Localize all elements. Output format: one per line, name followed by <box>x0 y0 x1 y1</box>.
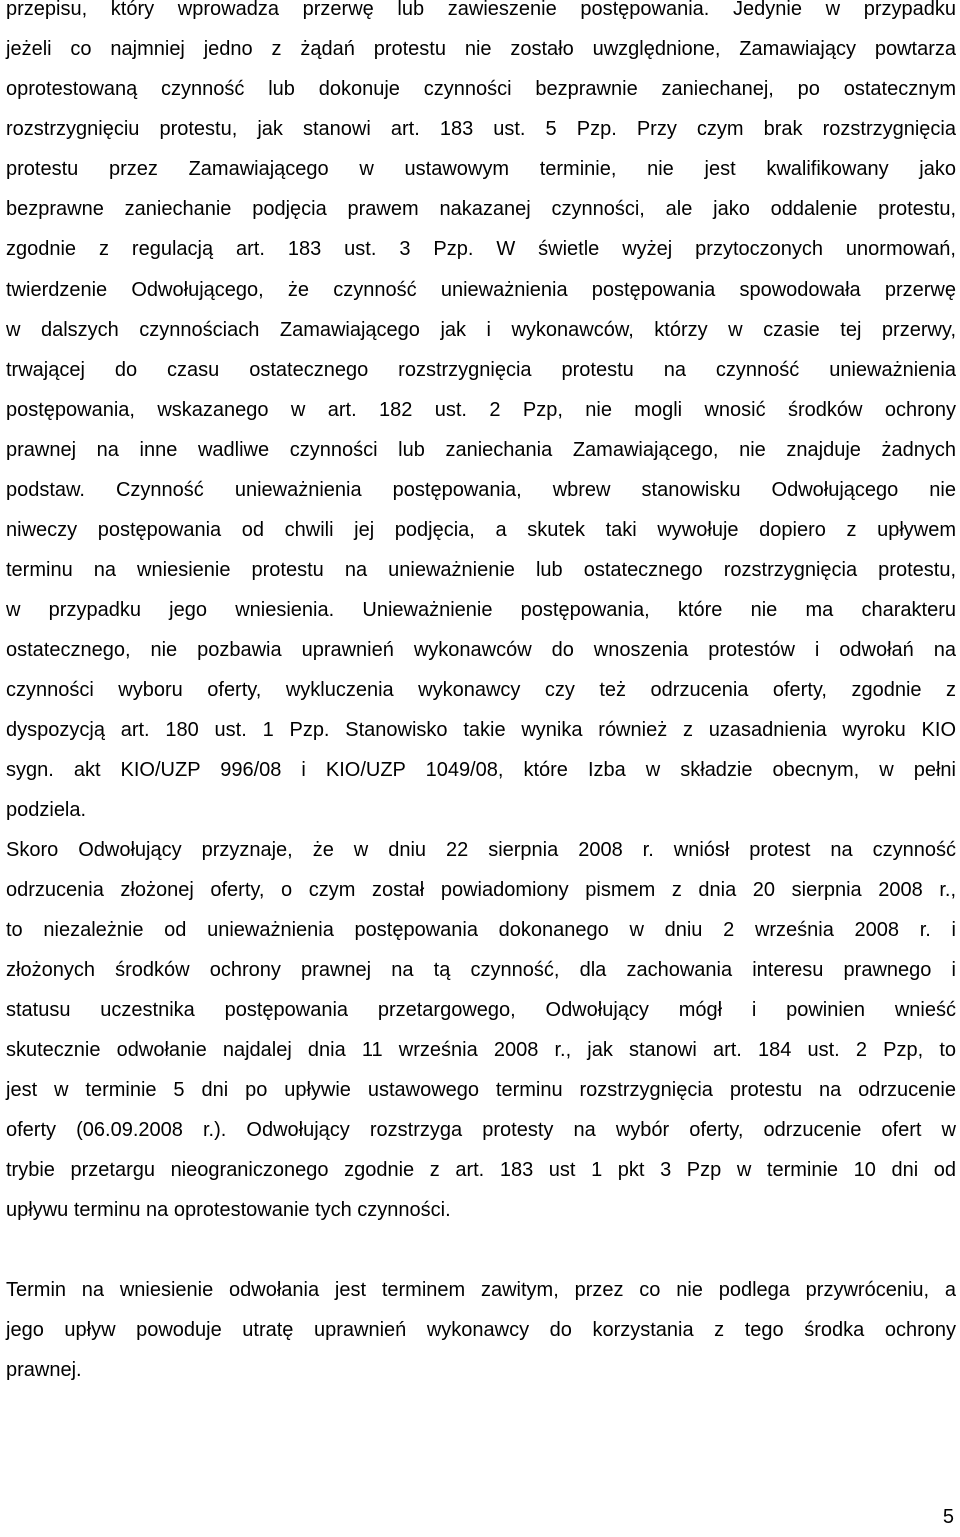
text-line: rozstrzygnięciu protestu, jak stanowi art. 183 ust. 5 Pzp. Przy czym brak rozstrzygnięcia <box>6 118 956 140</box>
text-line: upływu terminu na oprotestowanie tych czynności. <box>6 1199 451 1221</box>
text-line: jeżeli co najmniej jedno z żądań protestu nie zostało uwzględnione, Zamawiający powtarza <box>6 38 956 60</box>
text-line: podstaw. Czynność unieważnienia postępowania, wbrew stanowisku Odwołującego nie <box>6 479 956 501</box>
text-line: złożonych środków ochrony prawnej na tą czynność, dla zachowania interesu prawnego i <box>6 959 956 981</box>
text-line: w przypadku jego wniesienia. Unieważnienie postępowania, które nie ma charakteru <box>6 599 956 621</box>
text-line: niweczy postępowania od chwili jej podjęcia, a skutek taki wywołuje dopiero z upływem <box>6 519 956 541</box>
text-line: oferty (06.09.2008 r.). Odwołujący rozstrzyga protesty na wybór oferty, odrzucenie ofert w <box>6 1119 956 1141</box>
text-line: jest w terminie 5 dni po upływie ustawowego terminu rozstrzygnięcia protestu na odrzucenie <box>6 1079 956 1101</box>
text-line: oprotestowaną czynność lub dokonuje czynności bezprawnie zaniechanej, po ostatecznym <box>6 78 956 100</box>
text-line: skutecznie odwołanie najdalej dnia 11 września 2008 r., jak stanowi art. 184 ust. 2 Pzp, to <box>6 1039 956 1061</box>
text-line: przepisu, który wprowadza przerwę lub zawieszenie postępowania. Jedynie w przypadku <box>6 0 956 20</box>
text-line: trwającej do czasu ostatecznego rozstrzygnięcia protestu na czynność unieważnienia <box>6 359 956 381</box>
text-line: to niezależnie od unieważnienia postępowania dokonanego w dniu 2 września 2008 r. i <box>6 919 956 941</box>
text-line: dyspozycją art. 180 ust. 1 Pzp. Stanowisko takie wynika również z uzasadnienia wyroku KIO <box>6 719 956 741</box>
text-line: twierdzenie Odwołującego, że czynność unieważnienia postępowania spowodowała przerwę <box>6 279 956 301</box>
text-line: protestu przez Zamawiającego w ustawowym terminie, nie jest kwalifikowany jako <box>6 158 956 180</box>
text-line: jego upływ powoduje utratę uprawnień wykonawcy do korzystania z tego środka ochrony <box>6 1319 956 1341</box>
text-line: ostatecznego, nie pozbawia uprawnień wykonawców do wnoszenia protestów i odwołań na <box>6 639 956 661</box>
text-line: postępowania, wskazanego w art. 182 ust. 2 Pzp, nie mogli wnosić środków ochrony <box>6 399 956 421</box>
text-line: trybie przetargu nieograniczonego zgodnie z art. 183 ust 1 pkt 3 Pzp w terminie 10 dni od <box>6 1159 956 1181</box>
text-line: Skoro Odwołujący przyznaje, że w dniu 22 sierpnia 2008 r. wniósł protest na czynność <box>6 839 956 861</box>
text-line: sygn. akt KIO/UZP 996/08 i KIO/UZP 1049/08, które Izba w składzie obecnym, w pełni <box>6 759 956 781</box>
text-line: podziela. <box>6 799 87 821</box>
text-line: odrzucenia złożonej oferty, o czym został powiadomiony pismem z dnia 20 sierpnia 2008 r., <box>6 879 956 901</box>
text-line: w dalszych czynnościach Zamawiającego jak i wykonawców, którzy w czasie tej przerwy, <box>6 319 956 341</box>
text-line: bezprawne zaniechanie podjęcia prawem nakazanej czynności, ale jako oddalenie protestu, <box>6 198 956 220</box>
text-line: prawnej. <box>6 1359 82 1381</box>
text-line: statusu uczestnika postępowania przetargowego, Odwołujący mógł i powinien wnieść <box>6 999 956 1021</box>
page-number: 5 <box>942 1506 954 1528</box>
text-line: terminu na wniesienie protestu na unieważnienie lub ostatecznego rozstrzygnięcia protestu, <box>6 559 956 581</box>
text-line: czynności wyboru oferty, wykluczenia wykonawcy czy też odrzucenia oferty, zgodnie z <box>6 679 956 701</box>
text-line: Termin na wniesienie odwołania jest terminem zawitym, przez co nie podlega przywróceniu, a <box>6 1279 956 1301</box>
text-line: prawnej na inne wadliwe czynności lub zaniechania Zamawiającego, nie znajduje żadnych <box>6 439 956 461</box>
text-line: zgodnie z regulacją art. 183 ust. 3 Pzp. W świetle wyżej przytoczonych unormowań, <box>6 238 956 260</box>
